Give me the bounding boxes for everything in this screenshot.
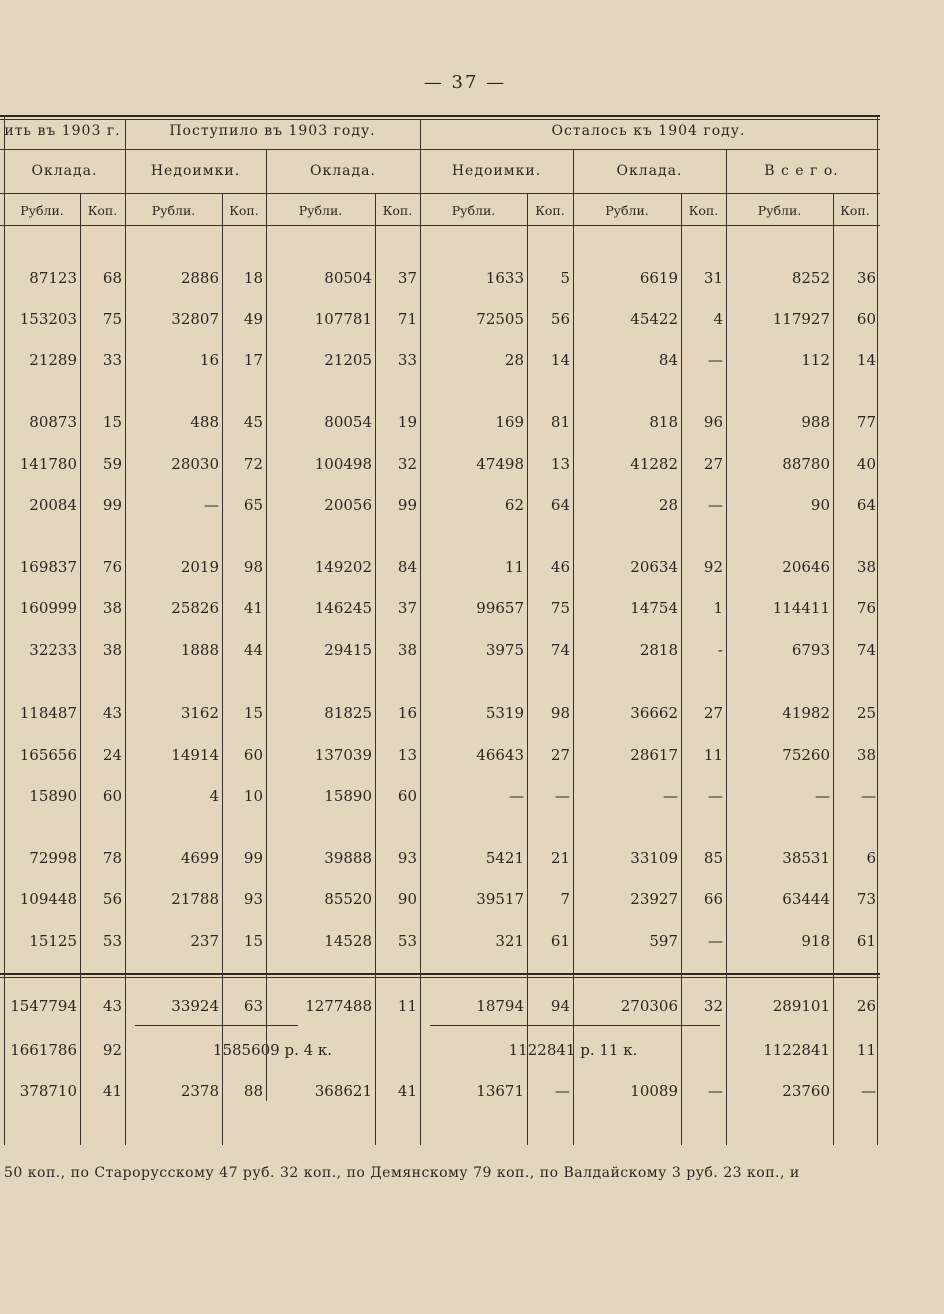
- table-cell: 1633: [485, 269, 524, 287]
- table-cell: -: [717, 641, 723, 659]
- table-cell: 107781: [314, 310, 372, 328]
- table-cell: 13: [397, 746, 417, 764]
- table-cell: 24: [102, 746, 122, 764]
- table-cell: 20084: [29, 496, 77, 514]
- table-cell: 27: [703, 704, 723, 722]
- total-cell: 10089: [630, 1082, 678, 1100]
- remaining-merged-total: 1122841 р. 11 к.: [508, 1041, 638, 1059]
- table-cell: 153203: [19, 310, 77, 328]
- table-cell: 114411: [772, 599, 830, 617]
- table-cell: 25826: [171, 599, 219, 617]
- table-cell: 99: [102, 496, 122, 514]
- table-cell: 33: [397, 351, 417, 369]
- table-cell: 72: [243, 455, 263, 473]
- table-cell: 14: [856, 351, 876, 369]
- table-cell: 62: [504, 496, 524, 514]
- table-cell: 98: [243, 558, 263, 576]
- table-cell: 87123: [29, 269, 77, 287]
- total-cell: —: [861, 1082, 876, 1100]
- table-cell: 75260: [782, 746, 830, 764]
- table-cell: 169837: [19, 558, 77, 576]
- table-cell: 165656: [19, 746, 77, 764]
- table-cell: 38: [102, 599, 122, 617]
- table-cell: 2019: [180, 558, 219, 576]
- table-cell: 16: [397, 704, 417, 722]
- table-cell: 96: [703, 413, 723, 431]
- table-cell: 60: [243, 746, 263, 764]
- table-cell: 39888: [324, 849, 372, 867]
- table-cell: 36662: [630, 704, 678, 722]
- table-cell: 6793: [791, 641, 830, 659]
- table-cell: 27: [703, 455, 723, 473]
- table-cell: 38531: [782, 849, 830, 867]
- header-vsego: В с е г о.: [764, 163, 839, 179]
- total-cell: 92: [102, 1041, 122, 1059]
- total-cell: 1661786: [10, 1041, 77, 1059]
- table-cell: 36: [856, 269, 876, 287]
- table-cell: 14914: [171, 746, 219, 764]
- table-cell: 28: [658, 496, 678, 514]
- group-header-rule: [0, 149, 880, 150]
- table-cell: 76: [102, 558, 122, 576]
- table-cell: 75: [550, 599, 570, 617]
- table-cell: 81: [550, 413, 570, 431]
- table-cell: 93: [243, 890, 263, 908]
- table-cell: 37: [397, 599, 417, 617]
- table-cell: 141780: [19, 455, 77, 473]
- total-cell: 32: [703, 997, 723, 1015]
- table-cell: 32807: [171, 310, 219, 328]
- table-cell: 88780: [782, 455, 830, 473]
- total-cell: 18794: [476, 997, 524, 1015]
- table-cell: 64: [550, 496, 570, 514]
- table-cell: —: [555, 787, 570, 805]
- table-cell: 32: [397, 455, 417, 473]
- table-cell: 21: [550, 849, 570, 867]
- table-cell: 11: [504, 558, 524, 576]
- table-cell: 29415: [324, 641, 372, 659]
- header-rubli: Рубли.: [20, 203, 64, 218]
- table-cell: 23927: [630, 890, 678, 908]
- header-group-remaining: Осталось къ 1904 году.: [551, 123, 746, 139]
- table-cell: 38: [856, 558, 876, 576]
- total-cell: 1547794: [10, 997, 77, 1015]
- table-cell: 84: [397, 558, 417, 576]
- table-cell: 75: [102, 310, 122, 328]
- table-cell: 5: [560, 269, 570, 287]
- table-cell: 15: [243, 932, 263, 950]
- table-cell: 63444: [782, 890, 830, 908]
- table-cell: 60: [397, 787, 417, 805]
- header-group-prev: ить въ 1903 г.: [4, 123, 121, 139]
- table-cell: 109448: [19, 890, 77, 908]
- table-cell: 21289: [29, 351, 77, 369]
- header-rubli: Рубли.: [451, 203, 496, 218]
- table-cell: 59: [102, 455, 122, 473]
- table-cell: —: [708, 787, 723, 805]
- table-cell: 988: [801, 413, 830, 431]
- table-cell: 1: [713, 599, 723, 617]
- total-cell: 94: [550, 997, 570, 1015]
- table-cell: 47498: [476, 455, 524, 473]
- table-cell: 90: [397, 890, 417, 908]
- table-cell: 65: [243, 496, 263, 514]
- table-cell: 21788: [171, 890, 219, 908]
- table-cell: 112: [801, 351, 830, 369]
- table-cell: 41: [243, 599, 263, 617]
- table-cell: 17: [243, 351, 263, 369]
- table-cell: 28: [504, 351, 524, 369]
- table-cell: 20646: [782, 558, 830, 576]
- table-cell: 818: [649, 413, 678, 431]
- header-rubli: Рубли.: [757, 203, 802, 218]
- header-kop: Коп.: [229, 203, 259, 218]
- table-cell: 5421: [485, 849, 524, 867]
- table-cell: 918: [801, 932, 830, 950]
- table-cell: 93: [397, 849, 417, 867]
- table-cell: 38: [397, 641, 417, 659]
- table-cell: 99: [243, 849, 263, 867]
- table-cell: 80054: [324, 413, 372, 431]
- table-cell: 100498: [314, 455, 372, 473]
- total-cell: 41: [397, 1082, 417, 1100]
- table-cell: 118487: [19, 704, 77, 722]
- table-cell: 56: [550, 310, 570, 328]
- table-cell: 99: [397, 496, 417, 514]
- header-rubli: Рубли.: [605, 203, 649, 218]
- table-cell: 60: [856, 310, 876, 328]
- table-cell: 33: [102, 351, 122, 369]
- table-cell: 11: [703, 746, 723, 764]
- table-cell: 20634: [630, 558, 678, 576]
- table-cell: 21205: [324, 351, 372, 369]
- table-cell: 38: [856, 746, 876, 764]
- total-cell: 23760: [782, 1082, 830, 1100]
- footnote-text: 50 коп., по Старорусскому 47 руб. 32 коп., по Демянскому 79 коп., по Валдайскому 3 руб. 23 коп., и: [4, 1165, 800, 1181]
- total-cell: 2378: [180, 1082, 219, 1100]
- table-cell: 66: [703, 890, 723, 908]
- table-cell: 32233: [29, 641, 77, 659]
- table-cell: 39517: [476, 890, 524, 908]
- col-edge-right: [877, 115, 878, 1145]
- table-cell: 8252: [791, 269, 830, 287]
- table-cell: 117927: [772, 310, 830, 328]
- table-cell: —: [708, 496, 723, 514]
- received-merge-rule: [135, 1025, 298, 1026]
- table-cell: 20056: [324, 496, 372, 514]
- table-cell: 4: [209, 787, 219, 805]
- total-cell: 88: [243, 1082, 263, 1100]
- table-cell: 64: [856, 496, 876, 514]
- remaining-merge-rule: [430, 1025, 720, 1026]
- table-cell: 73: [856, 890, 876, 908]
- table-cell: 28617: [630, 746, 678, 764]
- table-cell: 25: [856, 704, 876, 722]
- table-cell: 92: [703, 558, 723, 576]
- table-cell: 85520: [324, 890, 372, 908]
- total-cell: 26: [856, 997, 876, 1015]
- table-cell: 14528: [324, 932, 372, 950]
- table-cell: —: [815, 787, 830, 805]
- table-cell: 19: [397, 413, 417, 431]
- total-cell: 1277488: [305, 997, 372, 1015]
- table-cell: 72505: [476, 310, 524, 328]
- table-cell: 137039: [314, 746, 372, 764]
- header-rubli: Рубли.: [151, 203, 196, 218]
- table-cell: 38: [102, 641, 122, 659]
- table-cell: 16: [199, 351, 219, 369]
- table-cell: 2818: [639, 641, 678, 659]
- table-cell: 44: [243, 641, 263, 659]
- total-cell: 41: [102, 1082, 122, 1100]
- table-cell: 61: [856, 932, 876, 950]
- header-rubli: Рубли.: [298, 203, 343, 218]
- table-cell: 71: [397, 310, 417, 328]
- table-cell: 160999: [19, 599, 77, 617]
- header-kop: Коп.: [688, 203, 719, 218]
- table-top-rule: [0, 115, 880, 117]
- table-cell: 2886: [180, 269, 219, 287]
- table-cell: 46643: [476, 746, 524, 764]
- total-cell: 378710: [19, 1082, 77, 1100]
- table-cell: 14: [550, 351, 570, 369]
- table-cell: —: [861, 787, 876, 805]
- table-cell: 7: [560, 890, 570, 908]
- header-nedoimki-remaining: Недоимки.: [451, 163, 542, 179]
- header-kop: Коп.: [87, 203, 118, 218]
- total-cell: 11: [397, 997, 417, 1015]
- table-top-rule-inner: [0, 119, 880, 120]
- table-cell: 56: [102, 890, 122, 908]
- table-cell: 33109: [630, 849, 678, 867]
- table-cell: 4699: [180, 849, 219, 867]
- table-cell: 68: [102, 269, 122, 287]
- table-cell: —: [204, 496, 219, 514]
- table-cell: —: [663, 787, 678, 805]
- table-cell: 74: [856, 641, 876, 659]
- table-cell: —: [708, 932, 723, 950]
- table-cell: 10: [243, 787, 263, 805]
- header-oklada-remaining: Оклада.: [616, 163, 683, 179]
- table-cell: 6619: [639, 269, 678, 287]
- table-cell: 321: [495, 932, 524, 950]
- total-cell: 43: [102, 997, 122, 1015]
- table-cell: 237: [190, 932, 219, 950]
- table-cell: —: [509, 787, 524, 805]
- table-cell: 43: [102, 704, 122, 722]
- table-cell: 31: [703, 269, 723, 287]
- received-merged-total: 1585609 р. 4 к.: [212, 1041, 333, 1059]
- table-cell: 3162: [180, 704, 219, 722]
- table-cell: 4: [713, 310, 723, 328]
- total-cell: 1122841: [763, 1041, 830, 1059]
- header-oklada-received: Оклада.: [310, 163, 376, 179]
- table-cell: 53: [102, 932, 122, 950]
- table-cell: 15: [102, 413, 122, 431]
- table-cell: 3975: [485, 641, 524, 659]
- table-cell: 80504: [324, 269, 372, 287]
- table-cell: 18: [243, 269, 263, 287]
- table-cell: 45422: [630, 310, 678, 328]
- total-cell: 63: [243, 997, 263, 1015]
- table-cell: 61: [550, 932, 570, 950]
- total-cell: —: [708, 1082, 723, 1100]
- table-cell: 90: [810, 496, 830, 514]
- table-cell: 74: [550, 641, 570, 659]
- table-cell: 40: [856, 455, 876, 473]
- table-cell: 15: [243, 704, 263, 722]
- table-cell: 146245: [314, 599, 372, 617]
- table-cell: 5319: [485, 704, 524, 722]
- total-cell: 270306: [620, 997, 678, 1015]
- table-cell: 597: [649, 932, 678, 950]
- table-cell: 15125: [29, 932, 77, 950]
- table-cell: 84: [658, 351, 678, 369]
- total-cell: 368621: [314, 1082, 372, 1100]
- table-cell: 15890: [29, 787, 77, 805]
- total-cell: 11: [856, 1041, 876, 1059]
- table-cell: 49: [243, 310, 263, 328]
- table-cell: 53: [397, 932, 417, 950]
- table-cell: 80873: [29, 413, 77, 431]
- table-cell: 41282: [630, 455, 678, 473]
- table-cell: 99657: [476, 599, 524, 617]
- table-cell: 6: [866, 849, 876, 867]
- table-cell: 60: [102, 787, 122, 805]
- header-bottom-rule: [0, 225, 880, 226]
- ledger-table: [0, 115, 880, 1145]
- header-kop: Коп.: [382, 203, 413, 218]
- col-divider: [266, 149, 267, 1101]
- table-cell: 27: [550, 746, 570, 764]
- table-cell: 81825: [324, 704, 372, 722]
- totals-top-rule: [0, 973, 880, 975]
- table-cell: 169: [495, 413, 524, 431]
- table-cell: 37: [397, 269, 417, 287]
- header-kop: Коп.: [840, 203, 870, 218]
- total-cell: 289101: [772, 997, 830, 1015]
- header-nedoimki-received: Недоимки.: [150, 163, 241, 179]
- total-cell: 33924: [171, 997, 219, 1015]
- table-cell: 46: [550, 558, 570, 576]
- table-cell: 77: [856, 413, 876, 431]
- table-cell: 15890: [324, 787, 372, 805]
- table-cell: 76: [856, 599, 876, 617]
- table-cell: 45: [243, 413, 263, 431]
- header-kop: Коп.: [535, 203, 565, 218]
- total-cell: —: [555, 1082, 570, 1100]
- table-cell: 13: [550, 455, 570, 473]
- table-cell: 41982: [782, 704, 830, 722]
- table-cell: 1888: [180, 641, 219, 659]
- table-cell: 78: [102, 849, 122, 867]
- subheader-rule: [0, 193, 880, 194]
- totals-top-rule-inner: [0, 977, 880, 978]
- table-cell: 14754: [630, 599, 678, 617]
- table-cell: 98: [550, 704, 570, 722]
- total-cell: 13671: [476, 1082, 524, 1100]
- page-number: — 37 —: [423, 72, 507, 93]
- header-group-received: Поступило въ 1903 году.: [169, 123, 376, 139]
- header-oklada-prev: Оклада.: [31, 163, 98, 179]
- table-cell: 488: [190, 413, 219, 431]
- table-cell: 149202: [314, 558, 372, 576]
- table-cell: 72998: [29, 849, 77, 867]
- table-cell: 85: [703, 849, 723, 867]
- table-cell: —: [708, 351, 723, 369]
- table-cell: 28030: [171, 455, 219, 473]
